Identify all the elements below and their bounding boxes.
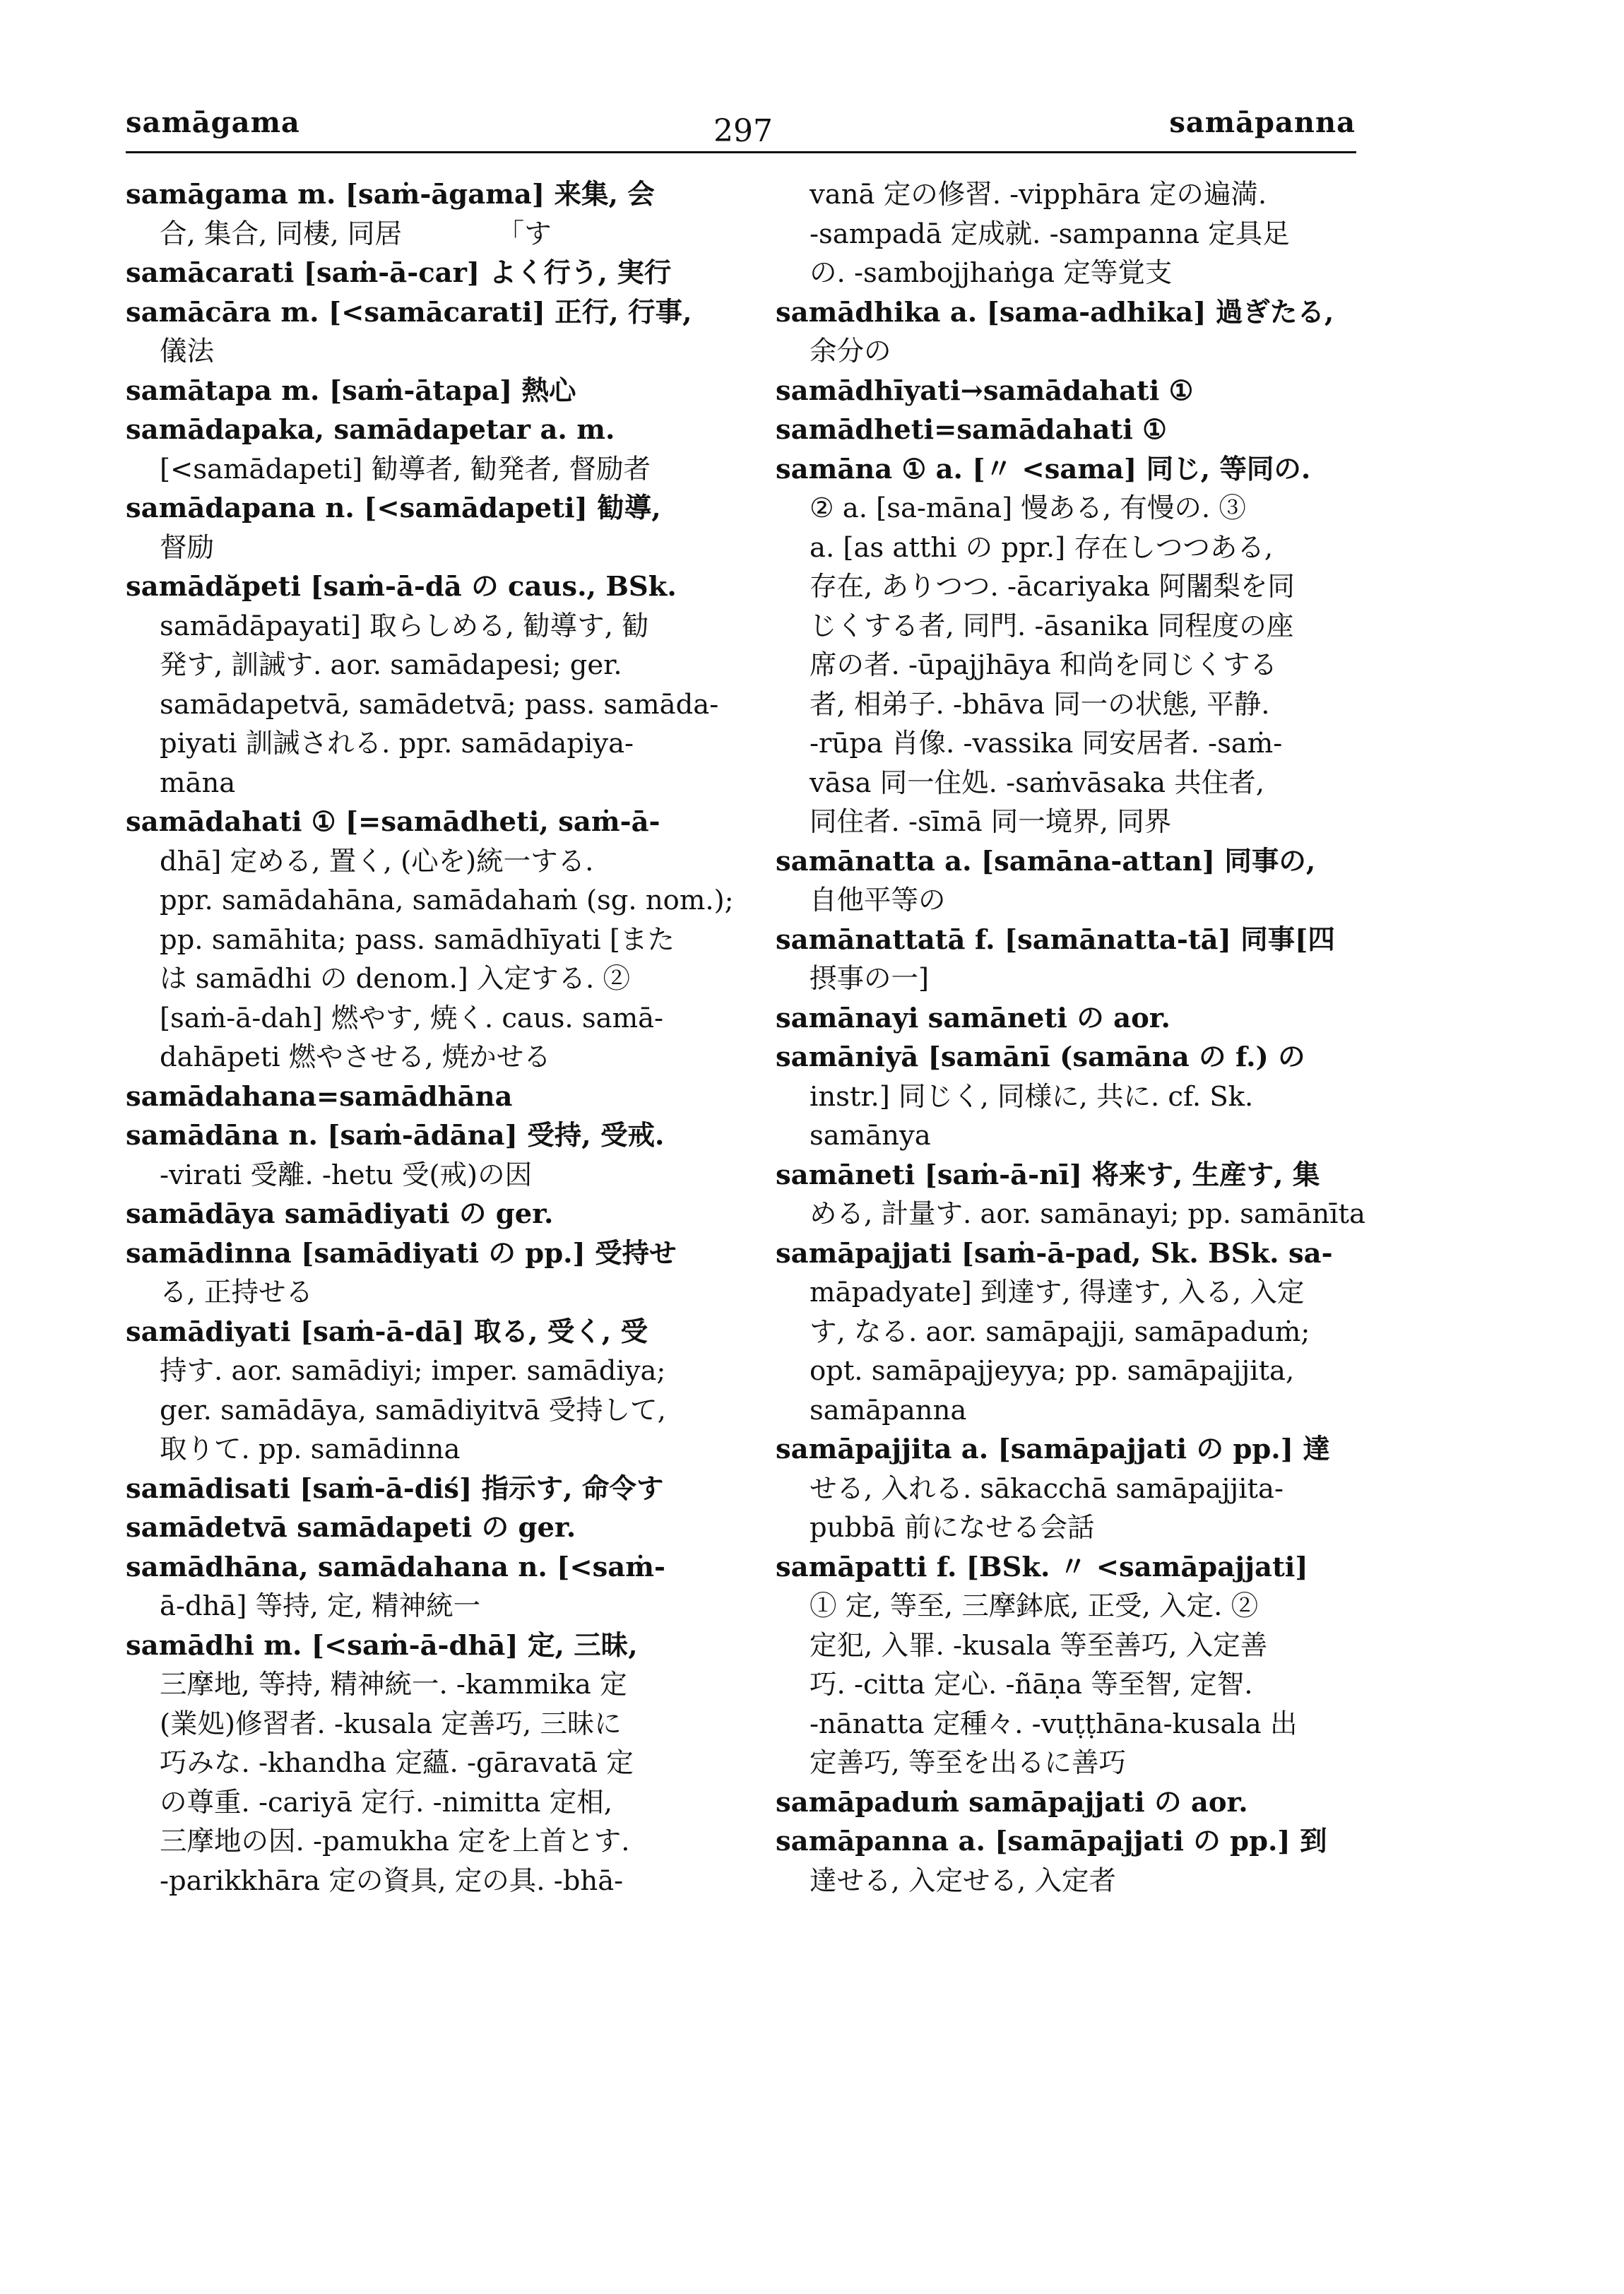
text-line: dhā] 定める, 置く, (心を)統一する. bbox=[160, 845, 594, 877]
text-line: samācarati [saṁ-ā-car] よく行う, 実行 bbox=[126, 257, 672, 289]
text-line: 存在, ありつつ. -ācariyaka 阿闍梨を同 bbox=[810, 571, 1295, 603]
text-line: samāpanna bbox=[810, 1394, 967, 1426]
text-line: 巧みな. -khandha 定蘊. -gāravatā 定 bbox=[160, 1747, 634, 1779]
text-line: せる, 入れる. sākacchā samāpajjita- bbox=[810, 1472, 1284, 1505]
text-line: samādhāna, samādahana n. [<saṁ- bbox=[126, 1551, 665, 1583]
text-line: samāna ① a. [〃 <sama] 同じ, 等同の. bbox=[776, 453, 1311, 485]
text-line: samādapetvā, samādetvā; pass. samāda- bbox=[160, 688, 719, 721]
text-line: 巧. -citta 定心. -ñāṇa 等至智, 定智. bbox=[810, 1669, 1253, 1701]
text-line: る, 正持せる bbox=[160, 1277, 313, 1308]
text-line: 同住者. -sīmā 同一境界, 同界 bbox=[810, 806, 1172, 838]
text-line: (業処)修習者. -kusala 定善巧, 三昧に bbox=[160, 1708, 622, 1740]
text-line: 儀法 bbox=[160, 336, 215, 367]
text-line: samāpanna a. [samāpajjati の pp.] 到 bbox=[776, 1826, 1327, 1857]
text-line: samādhi m. [<saṁ-ā-dhā] 定, 三昧, bbox=[126, 1629, 638, 1662]
text-line: -rūpa 肖像. -vassika 同安居者. -saṁ- bbox=[810, 728, 1283, 759]
text-line: instr.] 同じく, 同様に, 共に. cf. Sk. bbox=[810, 1080, 1254, 1113]
text-line: 達せる, 入定せる, 入定者 bbox=[810, 1864, 1116, 1897]
text-line: samādhika a. [sama-adhika] 過ぎたる, bbox=[776, 296, 1334, 329]
text-line: samācāra m. [<samācarati] 正行, 行事, bbox=[126, 296, 692, 329]
text-line: samādahana=samādhāna bbox=[126, 1080, 513, 1113]
text-line: 定犯, 入罪. -kusala 等至善巧, 入定善 bbox=[810, 1629, 1268, 1662]
text-line: 摂事の一] bbox=[810, 963, 930, 995]
text-line: 取りて. pp. samādinna bbox=[160, 1433, 461, 1465]
text-line: の尊重. -cariyā 定行. -nimitta 定相, bbox=[160, 1786, 612, 1819]
text-line: samāpatti f. [BSk. 〃 <samāpajjati] bbox=[776, 1551, 1308, 1583]
text-line: samāpajjati [saṁ-ā-pad, Sk. BSk. sa- bbox=[776, 1237, 1333, 1270]
text-line: samāniyā [samānī (samāna の f.) の bbox=[776, 1041, 1305, 1073]
text-line: opt. samāpajjeyya; pp. samāpajjita, bbox=[810, 1355, 1295, 1387]
text-line: 席の者. -ūpajjhāya 和尚を同じくする bbox=[810, 649, 1277, 681]
text-line: dahāpeti 燃やさせる, 焼かせる bbox=[160, 1041, 551, 1073]
text-line: samāpajjita a. [samāpajjati の pp.] 達 bbox=[776, 1433, 1330, 1465]
text-line: -virati 受離. -hetu 受(戒)の因 bbox=[160, 1159, 533, 1191]
text-line: samānya bbox=[810, 1120, 931, 1152]
text-line: 余分の bbox=[810, 336, 891, 367]
header-rule bbox=[126, 151, 1356, 153]
text-line: piyati 訓誡される. ppr. samādapiya- bbox=[160, 728, 634, 759]
text-line: samānattatā f. [samānatta-tā] 同事[四 bbox=[776, 923, 1335, 956]
running-head-right: samāpanna bbox=[1169, 106, 1356, 139]
text-line: samānatta a. [samāna-attan] 同事の, bbox=[776, 845, 1316, 877]
left-column bbox=[126, 175, 747, 1900]
text-line: māna bbox=[160, 767, 236, 799]
text-line: samāneti [saṁ-ā-nī] 将来す, 生産す, 集 bbox=[776, 1159, 1320, 1191]
text-line: 発す, 訓誡す. aor. samādapesi; ger. bbox=[160, 649, 622, 681]
text-line: samādiyati [saṁ-ā-dā] 取る, 受く, 受 bbox=[126, 1315, 648, 1348]
text-line: 合, 集合, 同棲, 同居 「す bbox=[160, 218, 552, 250]
text-line: める, 計量す. aor. samānayi; pp. samānīta bbox=[810, 1198, 1365, 1230]
text-line: samādinna [samādiyati の pp.] 受持せ bbox=[126, 1237, 677, 1270]
text-line: は samādhi の denom.] 入定する. ② bbox=[160, 963, 631, 995]
text-line: [saṁ-ā-dah] 燃やす, 焼く. caus. samā- bbox=[160, 1002, 664, 1034]
text-line: [<samādapeti] 勧導者, 勧発者, 督励者 bbox=[160, 453, 651, 485]
text-line: samādheti=samādahati ① bbox=[776, 414, 1167, 446]
text-line: samāgama m. [saṁ-āgama] 来集, 会 bbox=[126, 179, 655, 211]
text-line: samānayi samāneti の aor. bbox=[776, 1002, 1170, 1034]
text-line: ger. samādāya, samādiyitvā 受持して, bbox=[160, 1394, 666, 1426]
text-line: 者, 相弟子. -bhāva 同一の状態, 平静. bbox=[810, 688, 1270, 721]
text-line: ① 定, 等至, 三摩鉢底, 正受, 入定. ② bbox=[810, 1590, 1259, 1622]
text-line: samādisati [saṁ-ā-diś] 指示す, 命令す bbox=[126, 1472, 664, 1505]
text-line: 自他平等の bbox=[810, 885, 946, 916]
text-line: samāpaduṁ samāpajjati の aor. bbox=[776, 1786, 1248, 1819]
text-line: 督励 bbox=[160, 531, 215, 564]
text-line: samādăpeti [saṁ-ā-dā の caus., BSk. bbox=[126, 571, 677, 603]
text-line: samādapana n. [<samādapeti] 勧導, bbox=[126, 492, 661, 524]
text-line: vanā 定の修習. -vipphāra 定の遍満. bbox=[810, 179, 1267, 211]
text-line: a. [as atthi の ppr.] 存在しつつある, bbox=[810, 531, 1274, 564]
text-line: māpadyate] 到達す, 得達す, 入る, 入定 bbox=[810, 1277, 1305, 1308]
text-line: pubbā 前になせる会話 bbox=[810, 1512, 1095, 1544]
text-line: じくする者, 同門. -āsanika 同程度の座 bbox=[810, 610, 1294, 642]
text-line: 定善巧, 等至を出るに善巧 bbox=[810, 1747, 1126, 1779]
text-line: samādapaka, samādapetar a. m. bbox=[126, 414, 615, 446]
text-line: の. -sambojjhaṅga 定等覚支 bbox=[810, 257, 1173, 289]
text-line: 三摩地, 等持, 精神統一. -kammika 定 bbox=[160, 1669, 627, 1701]
text-line: samādahati ① [=samādheti, saṁ-ā- bbox=[126, 806, 660, 838]
text-line: 持す. aor. samādiyi; imper. samādiya; bbox=[160, 1355, 666, 1387]
text-line: samādhīyati→samādahati ① bbox=[776, 374, 1194, 407]
running-head-left: samāgama bbox=[126, 106, 300, 139]
text-line: ā-dhā] 等持, 定, 精神統一 bbox=[160, 1590, 481, 1622]
text-line: ② a. [sa-māna] 慢ある, 有慢の. ③ bbox=[810, 492, 1246, 524]
right-column bbox=[776, 175, 1397, 1900]
text-line: samādāna n. [saṁ-ādāna] 受持, 受戒. bbox=[126, 1120, 665, 1152]
text-line: samādāya samādiyati の ger. bbox=[126, 1198, 554, 1230]
text-line: pp. samāhita; pass. samādhīyati [また bbox=[160, 923, 675, 956]
text-line: samātapa m. [saṁ-ātapa] 熱心 bbox=[126, 374, 576, 407]
text-line: -nānatta 定種々. -vuṭṭhāna-kusala 出 bbox=[810, 1708, 1298, 1740]
text-line: す, なる. aor. samāpajji, samāpaduṁ; bbox=[810, 1315, 1310, 1348]
text-line: -parikkhāra 定の資具, 定の具. -bhā- bbox=[160, 1864, 624, 1897]
text-line: 三摩地の因. -pamukha 定を上首とす. bbox=[160, 1826, 630, 1857]
page-number: 297 bbox=[713, 113, 773, 149]
text-line: samādāpayati] 取らしめる, 勧導す, 勧 bbox=[160, 610, 649, 642]
text-line: vāsa 同一住処. -saṁvāsaka 共住者, bbox=[810, 767, 1265, 799]
text-line: ppr. samādahāna, samādahaṁ (sg. nom.); bbox=[160, 885, 734, 916]
text-line: samādetvā samādapeti の ger. bbox=[126, 1512, 576, 1544]
text-line: -sampadā 定成就. -sampanna 定具足 bbox=[810, 218, 1290, 250]
